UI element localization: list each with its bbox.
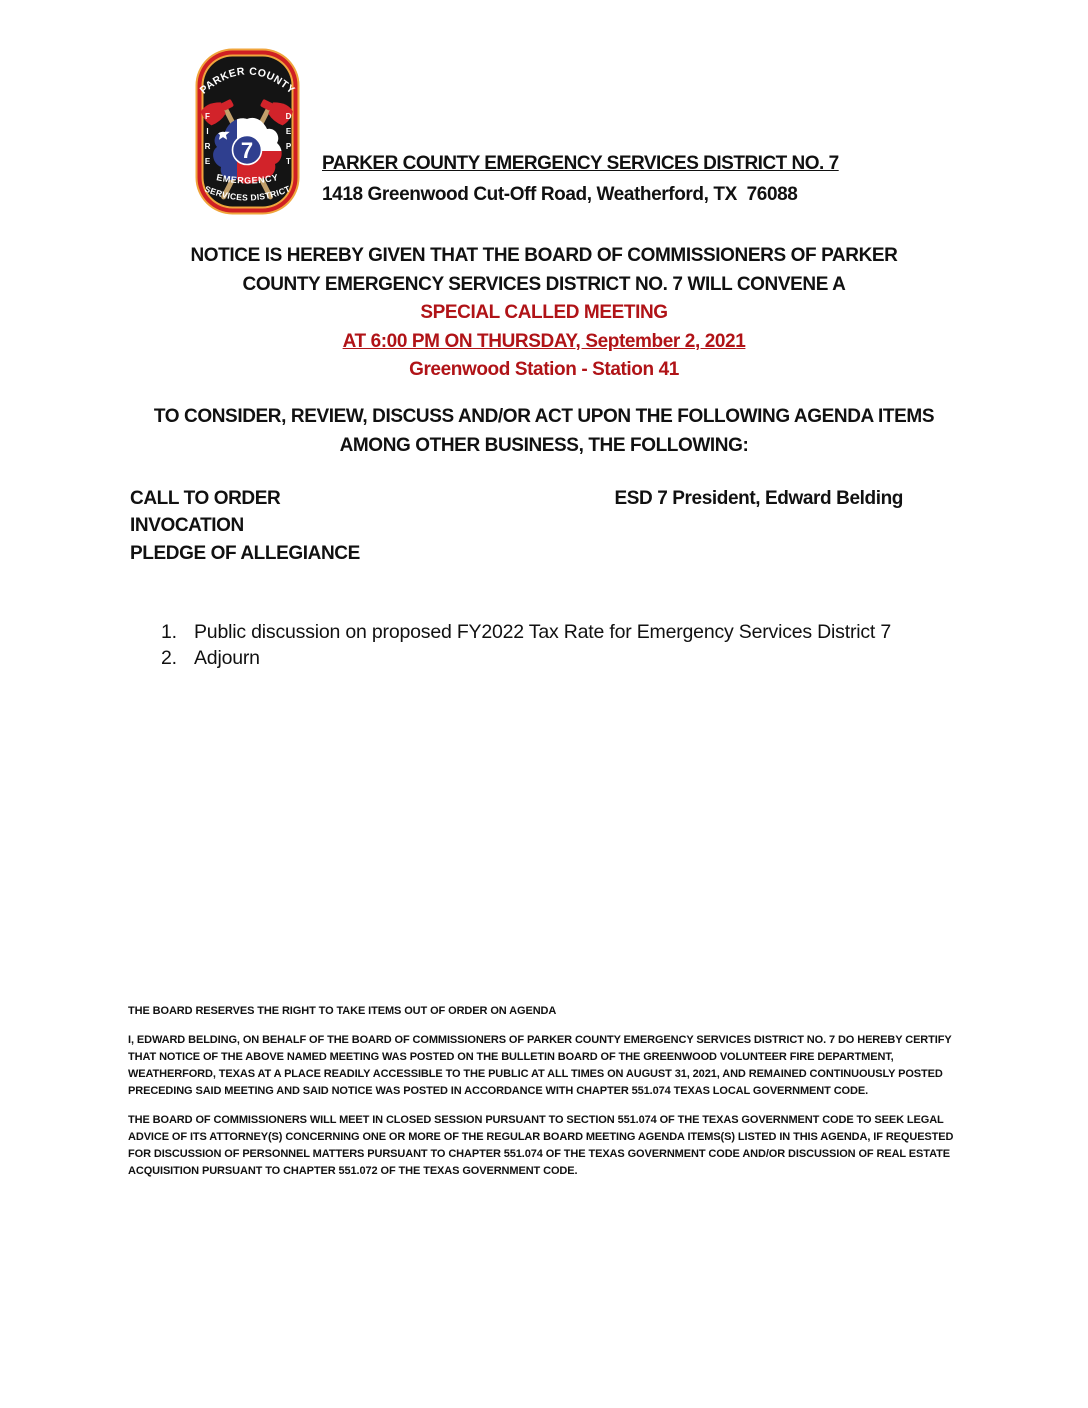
item-text: Adjourn — [194, 647, 260, 669]
meeting-datetime: AT 6:00 PM ON THURSDAY, September 2, 2021 — [342, 330, 746, 352]
notice-line-2: COUNTY EMERGENCY SERVICES DISTRICT NO. 7 WILL CONVENE A — [242, 273, 846, 295]
header — [322, 153, 839, 206]
footer-legal — [128, 1003, 961, 1192]
item-number: 1. — [161, 621, 177, 643]
badge-services-district-text: SERVICES DISTRICT — [203, 183, 292, 203]
meeting-location: Greenwood Station - Station 41 — [409, 359, 679, 380]
notice-line-1: NOTICE IS HEREBY GIVEN THAT THE BOARD OF COMMISSIONERS OF PARKER — [190, 245, 898, 266]
pledge-of-allegiance: PLEDGE OF ALLEGIANCE — [130, 542, 360, 564]
badge-number: 7 — [240, 138, 254, 163]
org-name: PARKER COUNTY EMERGENCY SERVICES DISTRICT NO. 7 — [322, 153, 839, 174]
agenda-intro-line-2: AMONG OTHER BUSINESS, THE FOLLOWING: — [339, 434, 749, 456]
agenda-intro — [0, 403, 1088, 460]
badge-arc-top-text: PARKER COUNTY — [197, 65, 298, 97]
meeting-notice — [0, 242, 1088, 385]
badge-dept-text: DEPT — [284, 112, 293, 172]
agenda-item — [161, 619, 891, 645]
agenda-list — [161, 619, 891, 671]
invocation: INVOCATION — [130, 515, 244, 537]
item-text: Public discussion on proposed FY2022 Tax Rate for Emergency Services District 7 — [194, 621, 892, 643]
opening-items — [130, 485, 903, 567]
badge-fire-text: FIRE — [203, 112, 212, 172]
agenda-intro-line-1: TO CONSIDER, REVIEW, DISCUSS AND/OR ACT UPON THE FOLLOWING AGENDA ITEMS — [153, 406, 935, 427]
reserve-note: THE BOARD RESERVES THE RIGHT TO TAKE ITEMS OUT OF ORDER ON AGENDA — [128, 1005, 557, 1017]
posting-certification: I, EDWARD BELDING, ON BEHALF OF THE BOARD OF COMMISSIONERS OF PARKER COUNTY EMERGENCY SERVICES DISTRICT NO. 7 DO HEREBY CERTIFY THAT NOTICE OF THE ABOVE NAMED MEETING WAS POSTED ON THE BULLETIN BOARD OF THE GREENWOOD VOLUNTEER FIRE DEPARTMENT, WEATHERFORD, TEXAS AT A PLACE READILY ACCESSIBLE TO THE PUBLIC AT ALL TIMES ON AUGUST 31, 2021, AND REMAINED CONTINUOUSLY POSTED PRECEDING SAID MEETING AND SAID NOTICE WAS POSTED IN ACCORDANCE WITH CHAPTER 551.074 TEXAS LOCAL GOVERNMENT CODE. — [128, 1034, 952, 1097]
fire-dept-badge — [195, 48, 300, 215]
presider: ESD 7 President, Edward Belding — [614, 488, 903, 509]
meeting-type: SPECIAL CALLED MEETING — [420, 302, 668, 323]
item-number: 2. — [161, 647, 177, 669]
closed-session-notice: THE BOARD OF COMMISSIONERS WILL MEET IN CLOSED SESSION PURSUANT TO SECTION 551.074 OF THE TEXAS GOVERNMENT CODE TO SEEK LEGAL ADVICE OF ITS ATTORNEY(S) CONCERNING ONE OR MORE OF THE REGULAR BOARD MEETING AGENDA ITEMS(S) LISTED IN THIS AGENDA, IF REQUESTED FOR DISCUSSION OF PERSONNEL MATTERS PURSUANT TO CHAPTER 551.074 OF THE TEXAS GOVERNMENT CODE AND/OR DISCUSSION OF REAL ESTATE ACQUISITION PURSUANT TO CHAPTER 551.072 OF THE TEXAS GOVERNMENT CODE. — [128, 1114, 954, 1177]
call-to-order: CALL TO ORDER — [130, 488, 281, 509]
badge-emergency-text: EMERGENCY — [215, 172, 280, 186]
agenda-item — [161, 645, 891, 671]
org-address: 1418 Greenwood Cut-Off Road, Weatherford, TX 76088 — [322, 184, 798, 205]
